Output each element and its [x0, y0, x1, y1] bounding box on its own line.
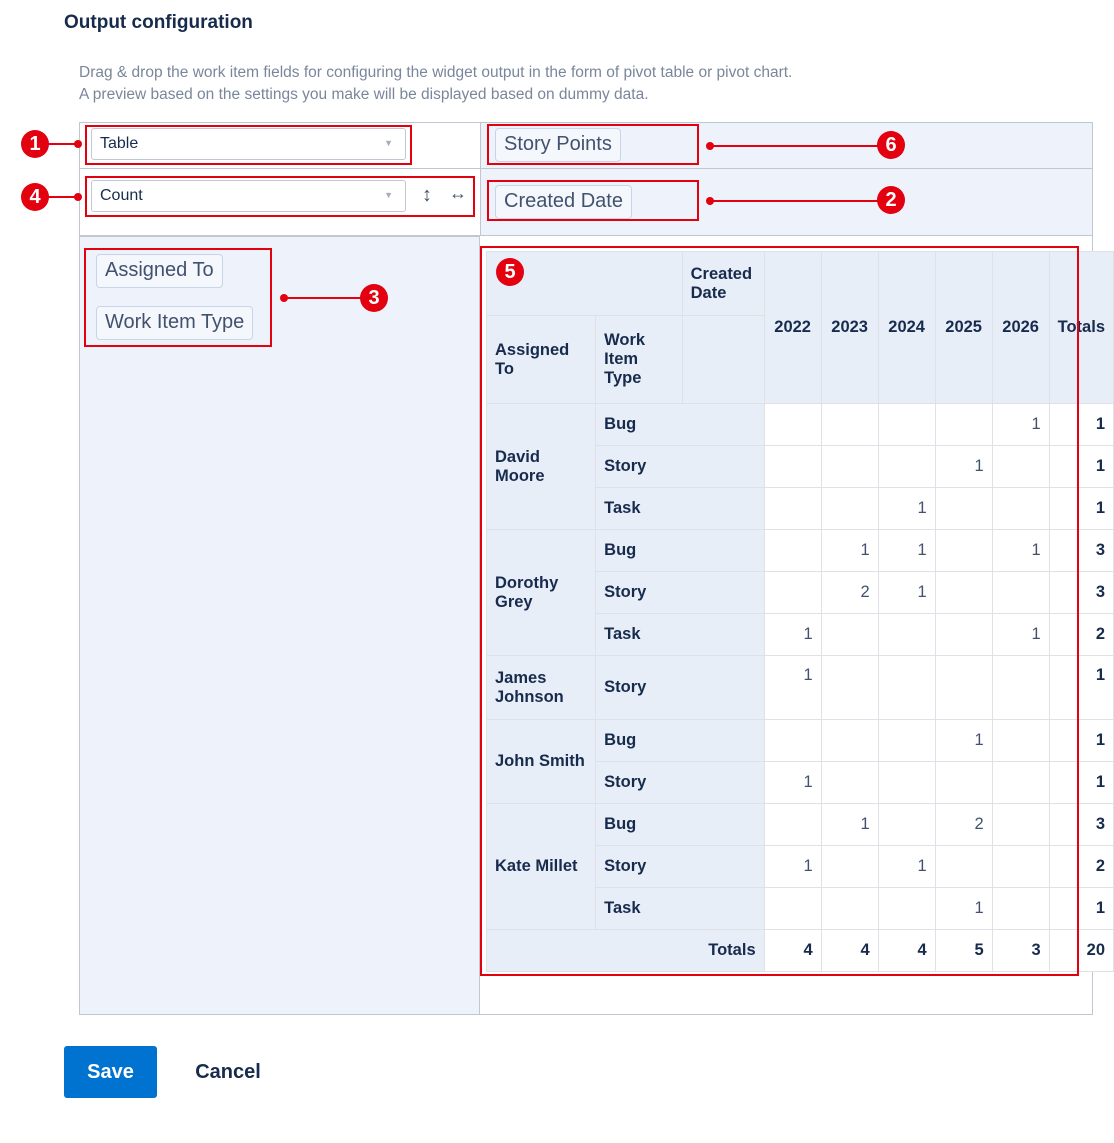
chevron-down-icon: ▼: [384, 138, 393, 148]
pivot-year-header: 2024: [878, 252, 935, 404]
annotation-dot-1: [74, 140, 82, 148]
pivot-assignee-cell: Kate Millet: [487, 804, 596, 930]
pivot-col-total-cell: 4: [878, 930, 935, 972]
pivot-value-cell: 1: [764, 846, 821, 888]
annotation-box-4: [85, 176, 475, 217]
pivot-row-total-cell: 2: [1049, 846, 1113, 888]
cancel-button[interactable]: Cancel: [180, 1046, 276, 1098]
pivot-col-total-cell: 5: [935, 930, 992, 972]
pivot-row-field-label: Assigned To: [487, 316, 596, 404]
pivot-value-cell: 1: [992, 530, 1049, 572]
annotation-leader-3: [284, 297, 362, 299]
rows-drop-zone[interactable]: [79, 236, 480, 1015]
annotation-leader-6: [710, 145, 878, 147]
pivot-value-cell: 1: [878, 488, 935, 530]
aggregator-select-value: Count: [100, 187, 143, 204]
annotation-badge-6: 6: [877, 131, 905, 159]
pivot-assignee-cell: James Johnson: [487, 656, 596, 720]
field-chip-created-date[interactable]: Created Date: [495, 185, 632, 219]
description-line-1: Drag & drop the work item fields for configuring the widget output in the form of pivot table or pivot chart.: [79, 64, 793, 81]
annotation-leader-2: [710, 200, 878, 202]
pivot-value-cell: 1: [878, 846, 935, 888]
pivot-value-cell: 1: [935, 446, 992, 488]
pivot-type-cell: Task: [596, 888, 764, 930]
pivot-year-header: 2022: [764, 252, 821, 404]
annotation-badge-3: 3: [360, 284, 388, 312]
pivot-value-cell: 1: [764, 656, 821, 720]
pivot-value-cell: 1: [992, 404, 1049, 446]
pivot-type-cell: Story: [596, 846, 764, 888]
pivot-value-cell: 1: [764, 762, 821, 804]
page-title: Output configuration: [64, 12, 253, 33]
pivot-row-total-cell: 3: [1049, 530, 1113, 572]
annotation-badge-1: 1: [21, 130, 49, 158]
pivot-value-cell: 1: [764, 614, 821, 656]
annotation-box-6: [487, 124, 699, 165]
pivot-type-cell: Story: [596, 656, 764, 720]
pivot-type-cell: Story: [596, 446, 764, 488]
annotation-badge-5: 5: [496, 258, 524, 286]
pivot-row-total-cell: 1: [1049, 720, 1113, 762]
pivot-value-cell: 1: [878, 530, 935, 572]
pivot-value-cell: 1: [992, 614, 1049, 656]
pivot-row-total-cell: 1: [1049, 762, 1113, 804]
pivot-row-total-cell: 3: [1049, 572, 1113, 614]
chevron-down-icon: ▼: [384, 190, 393, 200]
pivot-type-cell: Bug: [596, 804, 764, 846]
save-button[interactable]: Save: [64, 1046, 157, 1098]
pivot-value-cell: 1: [935, 720, 992, 762]
pivot-value-cell: 2: [935, 804, 992, 846]
pivot-type-cell: Story: [596, 762, 764, 804]
pivot-row-total-cell: 1: [1049, 656, 1113, 720]
pivot-row-total-cell: 1: [1049, 888, 1113, 930]
pivot-row-total-cell: 2: [1049, 614, 1113, 656]
annotation-box-1: [85, 125, 412, 165]
pivot-assignee-cell: John Smith: [487, 720, 596, 804]
field-chip-assigned-to[interactable]: Assigned To: [96, 254, 223, 288]
pivot-row-field-label: Work Item Type: [596, 316, 682, 404]
pivot-type-cell: Story: [596, 572, 764, 614]
pivot-value-cell: 1: [821, 530, 878, 572]
pivot-year-header: 2023: [821, 252, 878, 404]
annotation-badge-4: 4: [21, 183, 49, 211]
pivot-col-total-cell: 3: [992, 930, 1049, 972]
pivot-value-cell: 1: [878, 572, 935, 614]
annotation-box-3: [84, 248, 272, 347]
pivot-row-total-cell: 3: [1049, 804, 1113, 846]
pivot-value-cell: 1: [935, 888, 992, 930]
pivot-type-cell: Bug: [596, 720, 764, 762]
annotation-box-2: [487, 180, 699, 221]
pivot-col-field-label: Created Date: [682, 252, 764, 316]
pivot-type-cell: Bug: [596, 404, 764, 446]
annotation-dot-4: [74, 193, 82, 201]
pivot-col-total-cell: 4: [821, 930, 878, 972]
pivot-assignee-cell: David Moore: [487, 404, 596, 530]
annotation-box-5: [480, 246, 1079, 976]
pivot-totals-label: Totals: [487, 930, 765, 972]
pivot-totals-header: Totals: [1049, 252, 1113, 404]
pivot-year-header: 2025: [935, 252, 992, 404]
description-line-2: A preview based on the settings you make will be displayed based on dummy data.: [79, 86, 649, 103]
field-chip-story-points[interactable]: Story Points: [495, 128, 621, 162]
pivot-assignee-cell: Dorothy Grey: [487, 530, 596, 656]
pivot-value-cell: 1: [821, 804, 878, 846]
row-sort-icon[interactable]: ↕: [422, 184, 432, 206]
pivot-year-header: 2026: [992, 252, 1049, 404]
pivot-row-total-cell: 1: [1049, 446, 1113, 488]
annotation-badge-2: 2: [877, 186, 905, 214]
column-sort-icon[interactable]: ↔: [449, 183, 467, 203]
pivot-value-cell: 2: [821, 572, 878, 614]
description: [79, 62, 792, 106]
pivot-col-total-cell: 4: [764, 930, 821, 972]
pivot-row-total-cell: 1: [1049, 404, 1113, 446]
pivot-row-total-cell: 1: [1049, 488, 1113, 530]
pivot-grand-total-cell: 20: [1049, 930, 1113, 972]
pivot-type-cell: Task: [596, 614, 764, 656]
pivot-type-cell: Task: [596, 488, 764, 530]
renderer-select-value: Table: [100, 135, 139, 152]
field-chip-work-item-type[interactable]: Work Item Type: [96, 306, 253, 340]
pivot-type-cell: Bug: [596, 530, 764, 572]
